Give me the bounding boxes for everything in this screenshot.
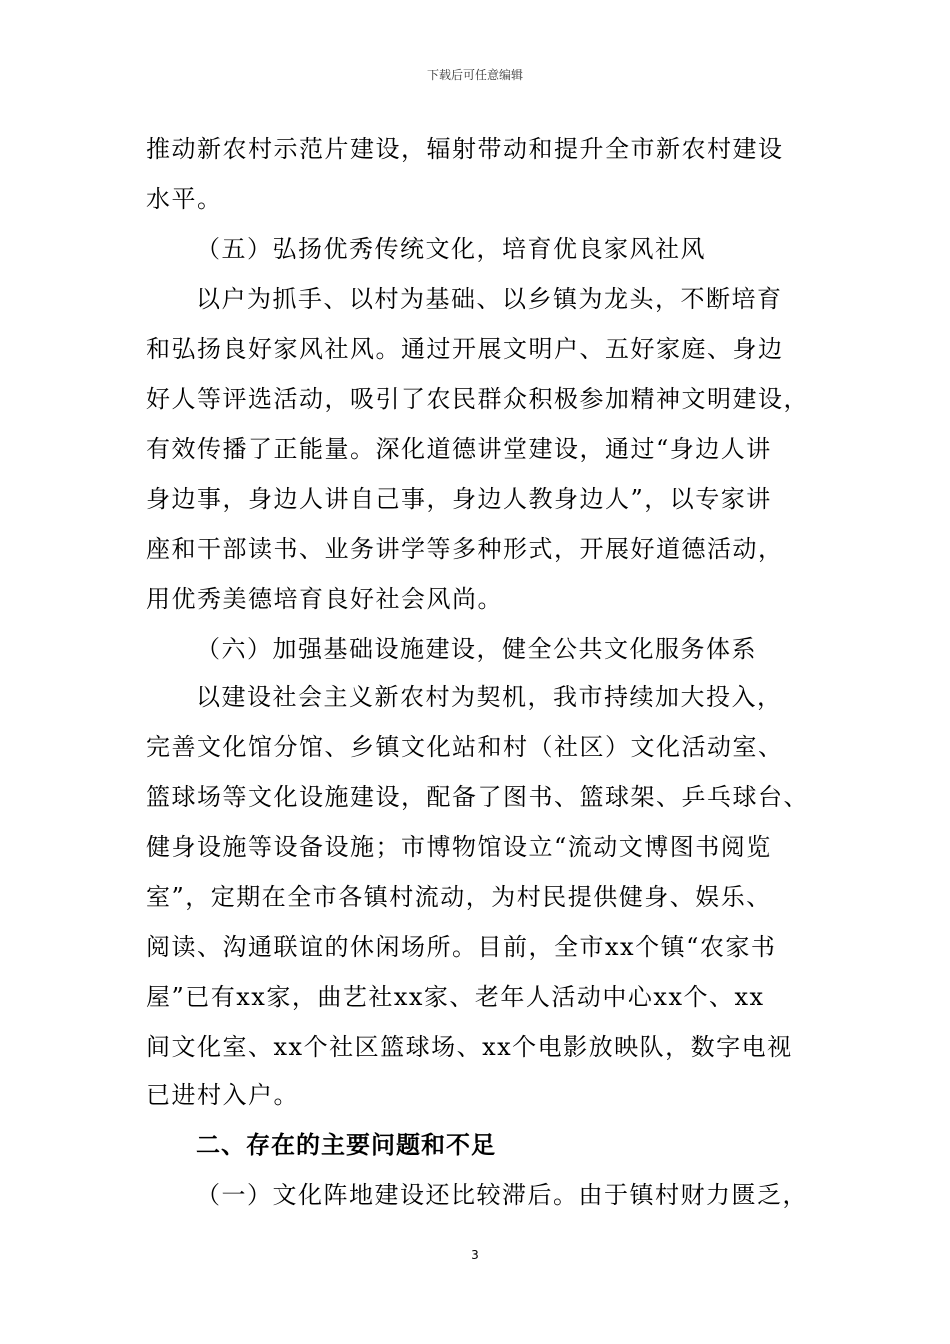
- body-line: 好人等评选活动，吸引了农民群众积极参加精神文明建设，: [146, 385, 809, 413]
- header-note: 下载后可任意编辑: [426, 68, 523, 82]
- section-heading: （五）弘扬优秀传统文化，培育优良家风社风: [196, 235, 706, 263]
- body-line: 推动新农村示范片建设，辐射带动和提升全市新农村建设: [146, 135, 784, 163]
- section-heading: （六）加强基础设施建设，健全公共文化服务体系: [196, 635, 757, 663]
- body-line: 篮球场等文化设施建设，配备了图书、篮球架、乒乓球台、: [146, 783, 809, 811]
- body-line: 水平。: [146, 185, 223, 213]
- body-line: 屋”已有xx家，曲艺社xx家、老年人活动中心xx个、xx: [146, 983, 765, 1011]
- body-line: 身边事，身边人讲自己事，身边人教身边人”，以专家讲: [146, 485, 772, 513]
- body-line: 间文化室、xx个社区篮球场、xx个电影放映队，数字电视: [146, 1033, 793, 1061]
- body-line: 和弘扬良好家风社风。通过开展文明户、五好家庭、身边: [146, 335, 784, 363]
- body-line: 室”，定期在全市各镇村流动，为村民提供健身、娱乐、: [146, 883, 772, 911]
- page-number: 3: [471, 1248, 479, 1262]
- body-line: 以建设社会主义新农村为契机，我市持续加大投入，: [196, 683, 783, 711]
- body-line: 用优秀美德培育良好社会风尚。: [146, 585, 503, 613]
- body-line: 阅读、沟通联谊的休闲场所。目前，全市xx个镇“农家书: [146, 933, 777, 961]
- body-line: 座和干部读书、业务讲学等多种形式，开展好道德活动，: [146, 535, 784, 563]
- body-line: 已进村入户。: [146, 1081, 299, 1109]
- body-line: 健身设施等设备设施；市博物馆设立“流动文博图书阅览: [146, 833, 772, 861]
- body-line: 以户为抓手、以村为基础、以乡镇为龙头，不断培育: [196, 285, 783, 313]
- chapter-heading: 二、存在的主要问题和不足: [196, 1131, 496, 1159]
- body-line: 有效传播了正能量。深化道德讲堂建设，通过“身边人讲: [146, 435, 772, 463]
- body-line: （一）文化阵地建设还比较滞后。由于镇村财力匮乏，: [196, 1181, 808, 1209]
- body-line: 完善文化馆分馆、乡镇文化站和村（社区）文化活动室、: [146, 733, 784, 761]
